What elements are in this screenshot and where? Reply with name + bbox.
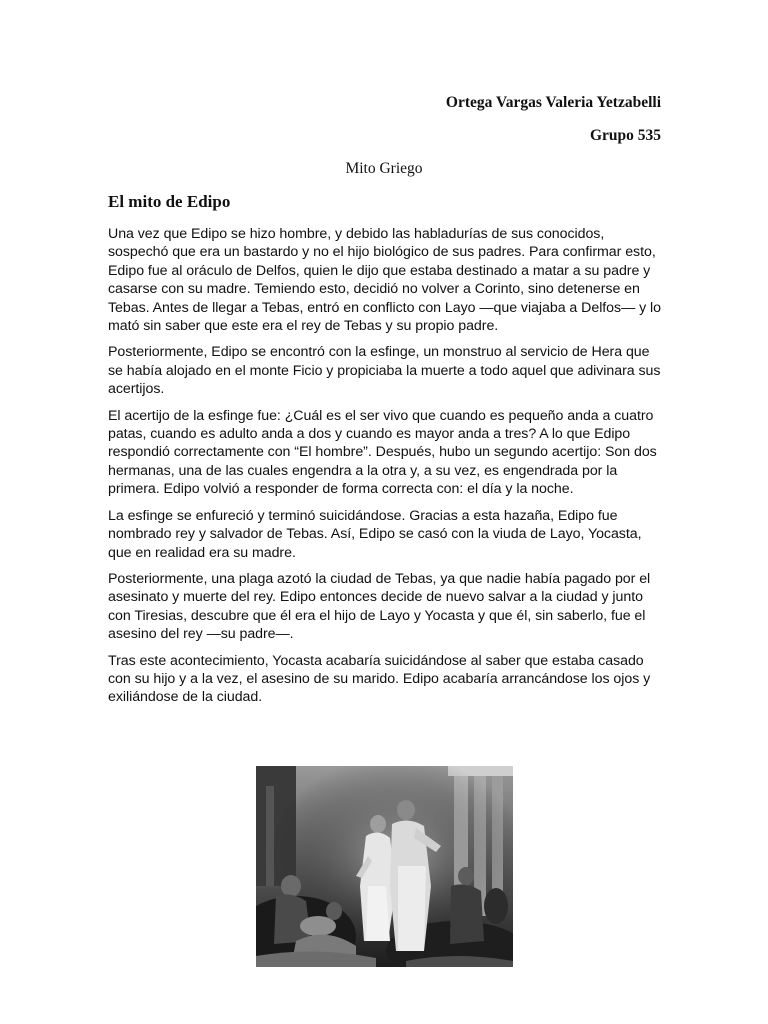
painting-image [256, 766, 513, 967]
paragraph: Tras este acontecimiento, Yocasta acabaría suicidándose al saber que estaba casado con su hijo y a la vez, el asesino de su marido. Edipo acabaría arrancándose los ojos y exiliándose de la ciudad. [108, 652, 651, 706]
paragraph: Posteriormente, Edipo se encontró con la esfinge, un monstruo al servicio de Hera que se había alojado en el monte Ficio y propiciaba la muerte a todo aquel que adivinara sus acertijos. [108, 344, 661, 398]
paragraph: Posteriormente, una plaga azotó la ciudad de Tebas, ya que nadie había pagado por el asesinato y muerte del rey. Edipo entonces decide de nuevo salvar a la ciudad y junto con Tiresias, descubre que él era el hijo de Layo y Yocasta y que él, sin saberlo, fue el asesino del rey —su padre—. [108, 570, 651, 643]
document-subtitle: Mito Griego [345, 160, 423, 177]
group-number: Grupo 535 [589, 127, 661, 144]
paragraph: El acertijo de la esfinge fue: ¿Cuál es el ser vivo que cuando es pequeño anda a cuatro patas, cuando es adulto anda a dos y cuando es mayor anda a tres? A lo que Edipo respondió correctamente con “El hombre”. Después, hubo un segundo acertijo: Son dos hermanas, una de las cuales engendra a la otra y, a su vez, es engendrada por la primera. Edipo volvió a responder de forma correcta con: el día y la noche. [108, 407, 657, 498]
author-name: Ortega Vargas Valeria Yetzabelli [445, 94, 661, 111]
document-title: El mito de Edipo [108, 192, 231, 211]
paragraph: La esfinge se enfureció y terminó suicidándose. Gracias a esta hazaña, Edipo fue nombrado rey y salvador de Tebas. Así, Edipo se casó con la viuda de Layo, Yocasta, que en realidad era su madre. [108, 507, 642, 561]
body-text [108, 225, 668, 715]
painting-illustration [256, 766, 513, 967]
paragraph: Una vez que Edipo se hizo hombre, y debido las habladurías de sus conocidos, sospechó que era un bastardo y no el hijo biológico de sus padres. Para confirmar esto, Edipo fue al oráculo de Delfos, quien le dijo que estaba destinado a matar a su padre y casarse con su madre. Temiendo esto, decidió no volver a Corinto, sino detenerse en Tebas. Antes de llegar a Tebas, entró en conflicto con Layo —que viajaba a Delfos— y lo mató sin saber que este era el rey de Tebas y su propio padre. [108, 226, 661, 335]
